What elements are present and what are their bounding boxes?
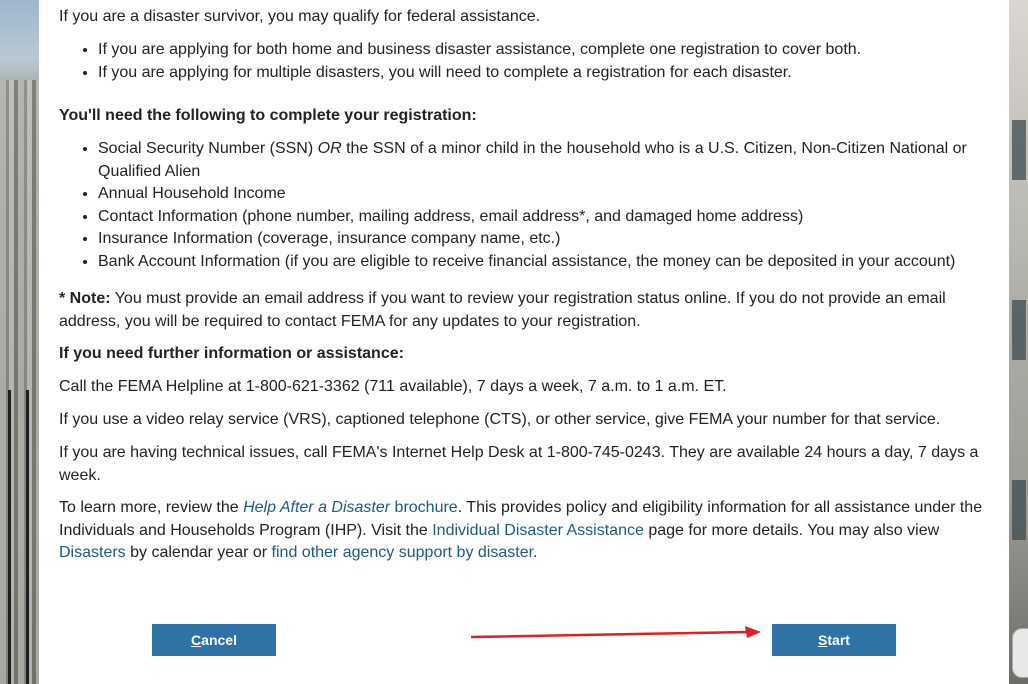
agency-support-link[interactable]: find other agency support by disaster <box>271 544 534 561</box>
learn-more-text <box>59 497 989 565</box>
note-label: * Note: <box>59 290 111 307</box>
list-item: • Insurance Information (coverage, insurance company name, etc.) <box>98 228 1028 251</box>
start-label-rest: tart <box>827 632 850 648</box>
list-item: • Contact Information (phone number, mailing address, email address*, and damaged home address) <box>98 206 1028 229</box>
help-after-disaster-link-italic: Help After a Disaster <box>243 499 391 516</box>
red-arrow-annotation <box>471 622 771 646</box>
assistance-list <box>59 39 1028 84</box>
intro-text: If you are a disaster survivor, you may qualify for federal assistance. <box>59 8 541 25</box>
ssn-or: OR <box>317 140 342 157</box>
background-railing-left <box>0 390 40 684</box>
learn-text-1: To learn more, review the <box>59 499 244 516</box>
vrs-text: If you use a video relay service (VRS), captioned telephone (CTS), or other service, give FEMA your number for that service. <box>59 411 941 428</box>
learn-text-3: page for more details. You may also view <box>643 521 940 539</box>
arrow-head <box>745 626 761 638</box>
list-item-ssn <box>98 138 1028 183</box>
learn-text-2: . This provides policy and eligibility information for all assistance under the Individuals and Households Program (IHP). Visit the <box>59 499 983 539</box>
background-windows-right <box>1012 30 1026 630</box>
help-after-disaster-link[interactable] <box>243 499 458 516</box>
individual-disaster-assistance-link[interactable]: Individual Disaster Assistance <box>432 521 644 539</box>
list-item: • Annual Household Income <box>98 183 1028 206</box>
ssn-text: Social Security Number (SSN) <box>98 140 318 157</box>
tech-support-text: If you are having technical issues, call FEMA's Internet Help Desk at 1-800-745-0243. They are available 24 hours a day, 7 days a week. <box>59 444 979 484</box>
content-panel <box>39 0 1009 684</box>
requirements-heading: You'll need the following to complete your registration: <box>59 107 477 124</box>
learn-text-4: by calendar year or <box>125 544 272 561</box>
start-accesskey: S <box>818 632 828 648</box>
requirements-list <box>59 138 1028 273</box>
brochure-link-text: brochure <box>390 499 458 516</box>
chat-widget-handle[interactable] <box>1012 628 1028 678</box>
list-item: • If you are applying for multiple disasters, you will need to complete a registration for each disaster. <box>98 62 1028 85</box>
email-note <box>59 288 989 333</box>
cancel-accesskey: C <box>191 632 202 648</box>
list-item: • If you are applying for both home and business disaster assistance, complete one registration to cover both. <box>98 39 1028 62</box>
arrow-line <box>471 632 749 637</box>
start-button[interactable] <box>772 624 896 656</box>
disasters-link[interactable]: Disasters <box>59 544 126 561</box>
ssn-text-2: the SSN of a minor child in the household who is a U.S. Citizen, Non-Citizen National or Qualified Alien <box>98 140 967 180</box>
cancel-button[interactable] <box>152 624 276 656</box>
help-heading: If you need further information or assistance: <box>59 345 404 362</box>
learn-text-5: . <box>533 544 538 561</box>
cancel-label-rest: ancel <box>201 632 237 648</box>
note-text: You must provide an email address if you want to review your registration status online. If you do not provide an email address, you will be required to contact FEMA for any updates to your registration. <box>59 290 946 330</box>
list-item: • Bank Account Information (if you are eligible to receive financial assistance, the money can be deposited in your account) <box>98 251 1028 274</box>
helpline-text: Call the FEMA Helpline at 1-800-621-3362 (711 available), 7 days a week, 7 a.m. to 1 a.m. ET. <box>59 378 727 395</box>
